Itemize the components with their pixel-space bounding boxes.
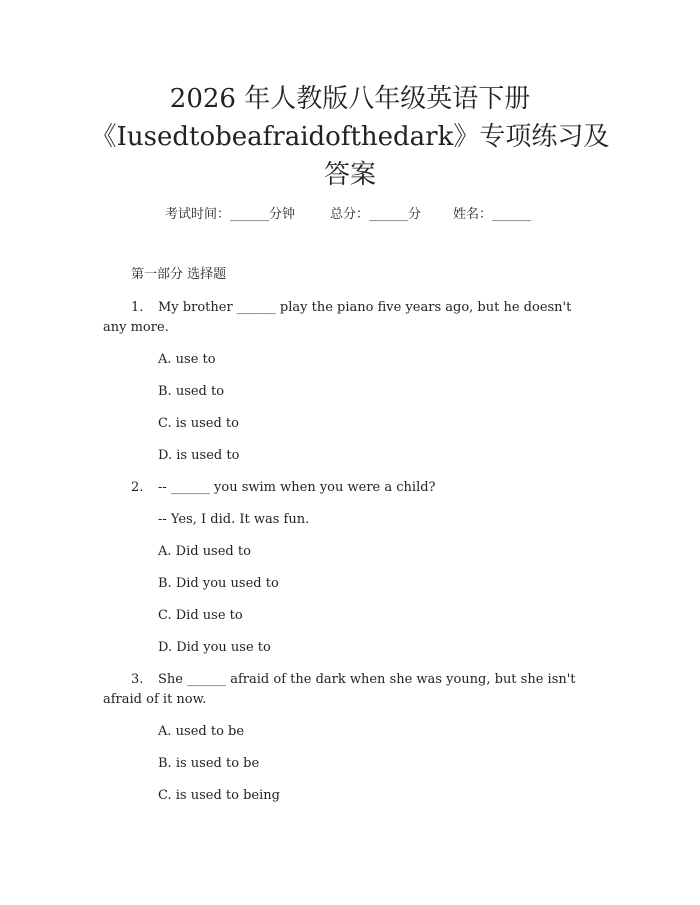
question-3-stem: She ______ afraid of the dark when she was young, but she isn't [158, 672, 576, 687]
question-2-stem-cont: -- Yes, I did. It was fun. [158, 512, 310, 527]
question-3-number: 3. [131, 672, 144, 687]
student-name: 姓名：______ [453, 207, 532, 222]
exam-time: 考试时间：______分钟 [165, 207, 296, 222]
question-1-stem-cont: any more. [103, 320, 169, 335]
question-2-stem: -- ______ you swim when you were a child? [158, 480, 436, 495]
question-1-option-b: B. used to [158, 384, 225, 399]
question-1-number: 1. [131, 300, 144, 315]
document-title-line-1: 2026 年人教版八年级英语下册 [169, 84, 531, 114]
question-1-option-d: D. is used to [158, 448, 240, 463]
question-2-option-b: B. Did you used to [158, 576, 279, 591]
question-2-option-d: D. Did you use to [158, 640, 271, 655]
question-1-stem: My brother ______ play the piano five years ago, but he doesn't [158, 300, 572, 315]
question-3-option-c: C. is used to being [158, 788, 280, 803]
document-title-line-2: 《Iusedtobeafraidofthedark》专项练习及 [90, 122, 610, 152]
question-1-option-a: A. use to [158, 352, 216, 367]
document-title-line-3: 答案 [323, 160, 376, 190]
question-3-option-b: B. is used to be [158, 756, 260, 771]
question-3-option-a: A. used to be [158, 724, 245, 739]
question-1-option-c: C. is used to [158, 416, 239, 431]
question-3-stem-cont: afraid of it now. [103, 692, 207, 707]
question-2-option-c: C. Did use to [158, 608, 243, 623]
exam-score: 总分：______分 [330, 207, 422, 222]
question-2-option-a: A. Did used to [158, 544, 251, 559]
question-2-number: 2. [131, 480, 144, 495]
section-heading: 第一部分 选择题 [131, 267, 227, 282]
